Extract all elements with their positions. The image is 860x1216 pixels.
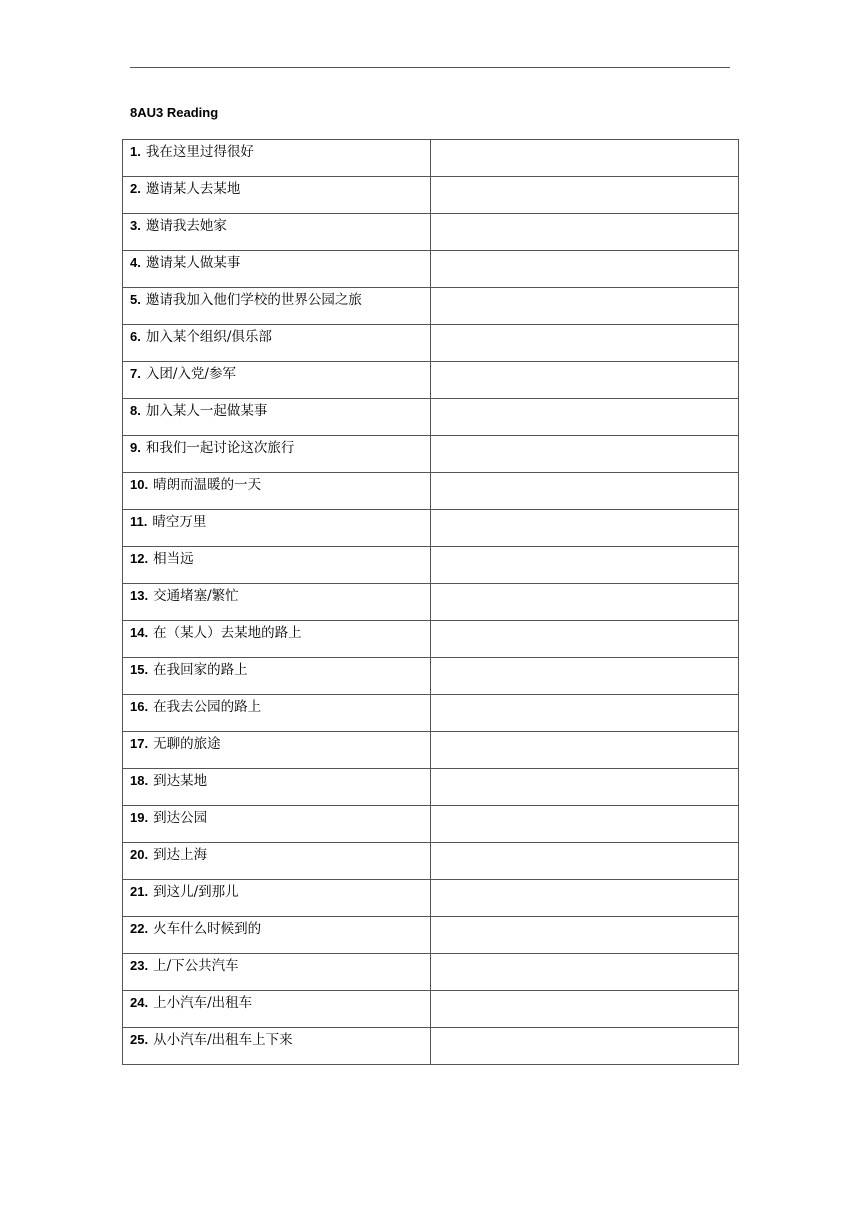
item-number: 21.: [130, 884, 149, 899]
chinese-phrase: 入团/入党/参军: [145, 366, 236, 382]
phrase-cell: [123, 732, 431, 769]
phrase-content: [123, 695, 430, 716]
table-row: [123, 214, 739, 251]
item-number: 5.: [130, 292, 141, 307]
chinese-phrase: 加入某个组织/俱乐部: [145, 329, 272, 345]
phrase-content: [123, 362, 430, 383]
phrase-content: [123, 177, 430, 198]
answer-cell[interactable]: [431, 954, 739, 991]
answer-cell[interactable]: [431, 769, 739, 806]
phrase-content: [123, 954, 430, 975]
chinese-phrase: 晴朗而温暖的一天: [153, 477, 262, 493]
phrase-cell: [123, 362, 431, 399]
phrase-cell: [123, 843, 431, 880]
phrase-content: [123, 991, 430, 1012]
answer-cell[interactable]: [431, 214, 739, 251]
phrase-content: [123, 214, 430, 235]
table-row: [123, 917, 739, 954]
phrase-cell: [123, 991, 431, 1028]
phrase-cell: [123, 251, 431, 288]
phrase-cell: [123, 547, 431, 584]
answer-cell[interactable]: [431, 732, 739, 769]
phrase-content: [123, 1028, 430, 1049]
chinese-phrase: 在我去公园的路上: [153, 699, 262, 715]
table-row: [123, 1028, 739, 1065]
phrase-content: [123, 547, 430, 568]
phrase-cell: [123, 880, 431, 917]
vocabulary-table: [122, 139, 739, 1065]
item-number: 25.: [130, 1032, 149, 1047]
table-row: [123, 991, 739, 1028]
table-row: [123, 769, 739, 806]
phrase-cell: [123, 214, 431, 251]
chinese-phrase: 到达上海: [153, 847, 208, 863]
table-row: [123, 177, 739, 214]
phrase-cell: [123, 658, 431, 695]
answer-cell[interactable]: [431, 806, 739, 843]
phrase-cell: [123, 177, 431, 214]
phrase-cell: [123, 621, 431, 658]
phrase-cell: [123, 806, 431, 843]
answer-cell[interactable]: [431, 140, 739, 177]
item-number: 24.: [130, 995, 149, 1010]
answer-cell[interactable]: [431, 880, 739, 917]
answer-cell[interactable]: [431, 1028, 739, 1065]
answer-cell[interactable]: [431, 177, 739, 214]
phrase-cell: [123, 1028, 431, 1065]
answer-cell[interactable]: [431, 362, 739, 399]
table-row: [123, 547, 739, 584]
item-number: 11.: [130, 514, 148, 529]
item-number: 4.: [130, 255, 141, 270]
item-number: 14.: [130, 625, 149, 640]
phrase-content: [123, 843, 430, 864]
phrase-content: [123, 880, 430, 901]
phrase-content: [123, 917, 430, 938]
phrase-content: [123, 325, 430, 346]
table-row: [123, 325, 739, 362]
phrase-content: [123, 140, 430, 161]
table-row: [123, 954, 739, 991]
answer-cell[interactable]: [431, 325, 739, 362]
phrase-cell: [123, 917, 431, 954]
chinese-phrase: 在我回家的路上: [153, 662, 248, 678]
table-row: [123, 362, 739, 399]
answer-cell[interactable]: [431, 584, 739, 621]
table-row: [123, 288, 739, 325]
table-row: [123, 473, 739, 510]
chinese-phrase: 上小汽车/出租车: [153, 995, 253, 1011]
chinese-phrase: 上/下公共汽车: [153, 958, 239, 974]
item-number: 7.: [130, 366, 141, 381]
phrase-content: [123, 473, 430, 494]
answer-cell[interactable]: [431, 510, 739, 547]
table-row: [123, 436, 739, 473]
phrase-cell: [123, 436, 431, 473]
phrase-content: [123, 436, 430, 457]
table-row: [123, 621, 739, 658]
answer-cell[interactable]: [431, 917, 739, 954]
chinese-phrase: 加入某人一起做某事: [145, 403, 268, 419]
phrase-cell: [123, 584, 431, 621]
item-number: 13.: [130, 588, 149, 603]
chinese-phrase: 我在这里过得很好: [145, 144, 254, 160]
phrase-content: [123, 658, 430, 679]
chinese-phrase: 邀请某人去某地: [145, 181, 241, 197]
table-row: [123, 658, 739, 695]
table-row: [123, 251, 739, 288]
phrase-content: [123, 621, 430, 642]
chinese-phrase: 到达某地: [153, 773, 208, 789]
phrase-content: [123, 769, 430, 790]
chinese-phrase: 晴空万里: [152, 514, 207, 530]
chinese-phrase: 邀请某人做某事: [145, 255, 241, 271]
item-number: 17.: [130, 736, 149, 751]
item-number: 9.: [130, 440, 141, 455]
chinese-phrase: 到达公园: [153, 810, 208, 826]
item-number: 20.: [130, 847, 149, 862]
item-number: 15.: [130, 662, 149, 677]
chinese-phrase: 邀请我去她家: [145, 218, 227, 234]
item-number: 12.: [130, 551, 149, 566]
table-row: [123, 399, 739, 436]
item-number: 23.: [130, 958, 149, 973]
header-rule: [130, 67, 730, 68]
table-row: [123, 140, 739, 177]
answer-cell[interactable]: [431, 547, 739, 584]
table-row: [123, 880, 739, 917]
phrase-cell: [123, 325, 431, 362]
phrase-content: [123, 251, 430, 272]
chinese-phrase: 到这儿/到那儿: [153, 884, 239, 900]
item-number: 8.: [130, 403, 141, 418]
table-row: [123, 510, 739, 547]
table-row: [123, 806, 739, 843]
item-number: 10.: [130, 477, 149, 492]
table-row: [123, 695, 739, 732]
phrase-content: [123, 399, 430, 420]
table-row: [123, 843, 739, 880]
answer-cell[interactable]: [431, 473, 739, 510]
answer-cell[interactable]: [431, 843, 739, 880]
item-number: 1.: [130, 144, 141, 159]
chinese-phrase: 火车什么时候到的: [153, 921, 262, 937]
phrase-content: [123, 510, 430, 531]
item-number: 6.: [130, 329, 141, 344]
chinese-phrase: 交通堵塞/繁忙: [153, 588, 239, 604]
phrase-content: [123, 732, 430, 753]
item-number: 2.: [130, 181, 141, 196]
phrase-cell: [123, 695, 431, 732]
item-number: 22.: [130, 921, 149, 936]
table-row: [123, 732, 739, 769]
vocabulary-table-body: [123, 140, 739, 1065]
phrase-content: [123, 584, 430, 605]
item-number: 3.: [130, 218, 141, 233]
answer-cell[interactable]: [431, 288, 739, 325]
phrase-cell: [123, 399, 431, 436]
phrase-cell: [123, 140, 431, 177]
item-number: 19.: [130, 810, 149, 825]
document-title: 8AU3 Reading: [130, 105, 219, 120]
item-number: 16.: [130, 699, 149, 714]
chinese-phrase: 邀请我加入他们学校的世界公园之旅: [145, 292, 362, 308]
chinese-phrase: 在（某人）去某地的路上: [153, 625, 302, 641]
chinese-phrase: 无聊的旅途: [153, 736, 221, 752]
phrase-content: [123, 288, 430, 309]
answer-cell[interactable]: [431, 436, 739, 473]
phrase-cell: [123, 954, 431, 991]
answer-cell[interactable]: [431, 251, 739, 288]
answer-cell[interactable]: [431, 658, 739, 695]
item-number: 18.: [130, 773, 149, 788]
table-row: [123, 584, 739, 621]
phrase-cell: [123, 769, 431, 806]
answer-cell[interactable]: [431, 399, 739, 436]
chinese-phrase: 相当远: [153, 551, 194, 567]
phrase-cell: [123, 473, 431, 510]
answer-cell[interactable]: [431, 621, 739, 658]
phrase-cell: [123, 510, 431, 547]
chinese-phrase: 和我们一起讨论这次旅行: [145, 440, 295, 456]
chinese-phrase: 从小汽车/出租车上下来: [153, 1032, 293, 1048]
answer-cell[interactable]: [431, 695, 739, 732]
phrase-content: [123, 806, 430, 827]
phrase-cell: [123, 288, 431, 325]
answer-cell[interactable]: [431, 991, 739, 1028]
